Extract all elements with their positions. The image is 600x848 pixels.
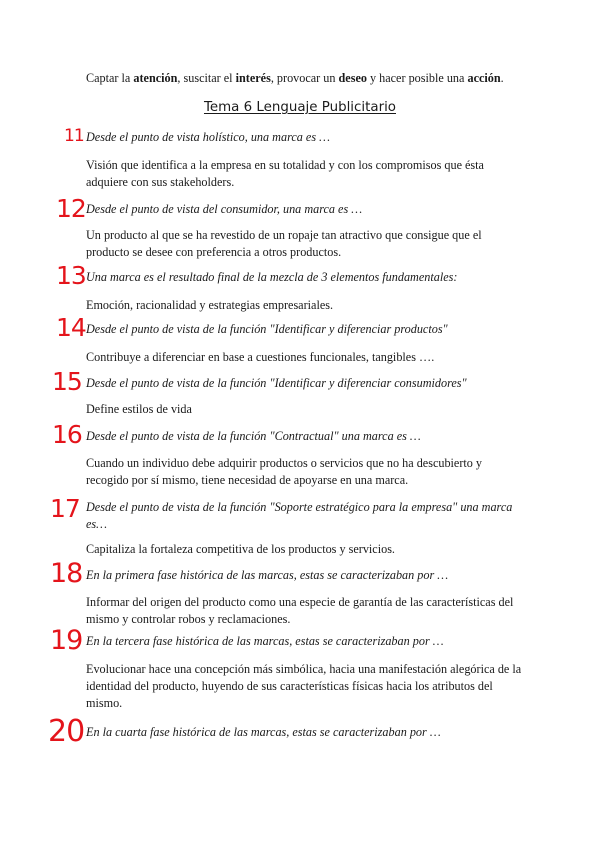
intro-bold-atencion: atención [133, 71, 178, 85]
intro-bold-accion: acción [467, 71, 501, 85]
handwritten-number-19: 19 [50, 625, 83, 656]
answer-13: Emoción, racionalidad y estrategias empresariales. [86, 298, 334, 312]
answer-11: Visión que identifica a la empresa en su totalidad y con los compromisos que ésta adquiere con sus stakeholders. [86, 158, 484, 189]
question-11: Desde el punto de vista holístico, una marca es … [86, 130, 330, 144]
answer-19: Evolucionar hace una concepción más simbólica, hacia una manifestación alegórica de la identidad del producto, huyendo de sus características físicas hacia los atributos del mismo. [86, 662, 522, 710]
handwritten-number-18: 18 [50, 558, 83, 589]
intro-line [86, 71, 504, 86]
question-13: Una marca es el resultado final de la mezcla de 3 elementos fundamentales: [86, 270, 458, 284]
question-15: Desde el punto de vista de la función "Identificar y diferenciar consumidores" [86, 376, 467, 390]
intro-bold-interes: interés [235, 71, 271, 85]
intro-text-5: . [500, 71, 504, 85]
answer-15: Define estilos de vida [86, 402, 192, 416]
intro-text-4: y hacer posible una [366, 71, 468, 85]
intro-text-2: , suscitar el [177, 71, 236, 85]
section-title: Tema 6 Lenguaje Publicitario [203, 100, 396, 115]
question-19: En la tercera fase histórica de las marcas, estas se caracterizaban por … [86, 634, 444, 648]
handwritten-number-14: 14 [56, 313, 86, 342]
answer-16: Cuando un individuo debe adquirir productos o servicios que no ha descubierto y recogido por sí mismo, tiene necesidad de apoyarse en una marca. [86, 456, 483, 487]
question-20: En la cuarta fase histórica de las marcas, estas se caracterizaban por … [86, 725, 441, 739]
question-14: Desde el punto de vista de la función "Identificar y diferenciar productos" [86, 322, 448, 336]
answer-12: Un producto al que se ha revestido de un ropaje tan atractivo que consigue que el producto se desee con preferencia a otros productos. [86, 228, 482, 259]
intro-bold-deseo: deseo [338, 71, 367, 85]
handwritten-number-17: 17 [50, 494, 80, 523]
intro-text-3: , provocar un [270, 71, 339, 85]
handwritten-number-13: 13 [56, 261, 86, 290]
handwritten-number-16: 16 [52, 420, 82, 449]
question-12: Desde el punto de vista del consumidor, una marca es … [86, 202, 363, 216]
question-18: En la primera fase histórica de las marcas, estas se caracterizaban por … [86, 568, 449, 582]
handwritten-number-15: 15 [52, 367, 82, 396]
question-16: Desde el punto de vista de la función "Contractual" una marca es … [86, 429, 421, 443]
answer-17: Capitaliza la fortaleza competitiva de los productos y servicios. [86, 542, 395, 556]
answer-18: Informar del origen del producto como una especie de garantía de las características del mismo y controlar robos y reclamaciones. [86, 595, 514, 626]
handwritten-number-12: 12 [56, 194, 86, 223]
handwritten-number-11: 11 [64, 126, 84, 146]
question-17: Desde el punto de vista de la función "Soporte estratégico para la empresa" una marca es… [86, 500, 513, 531]
handwritten-number-20: 20 [48, 714, 85, 749]
answer-14: Contribuye a diferenciar en base a cuestiones funcionales, tangibles …. [86, 350, 435, 364]
intro-text-1: Captar la [86, 71, 134, 85]
